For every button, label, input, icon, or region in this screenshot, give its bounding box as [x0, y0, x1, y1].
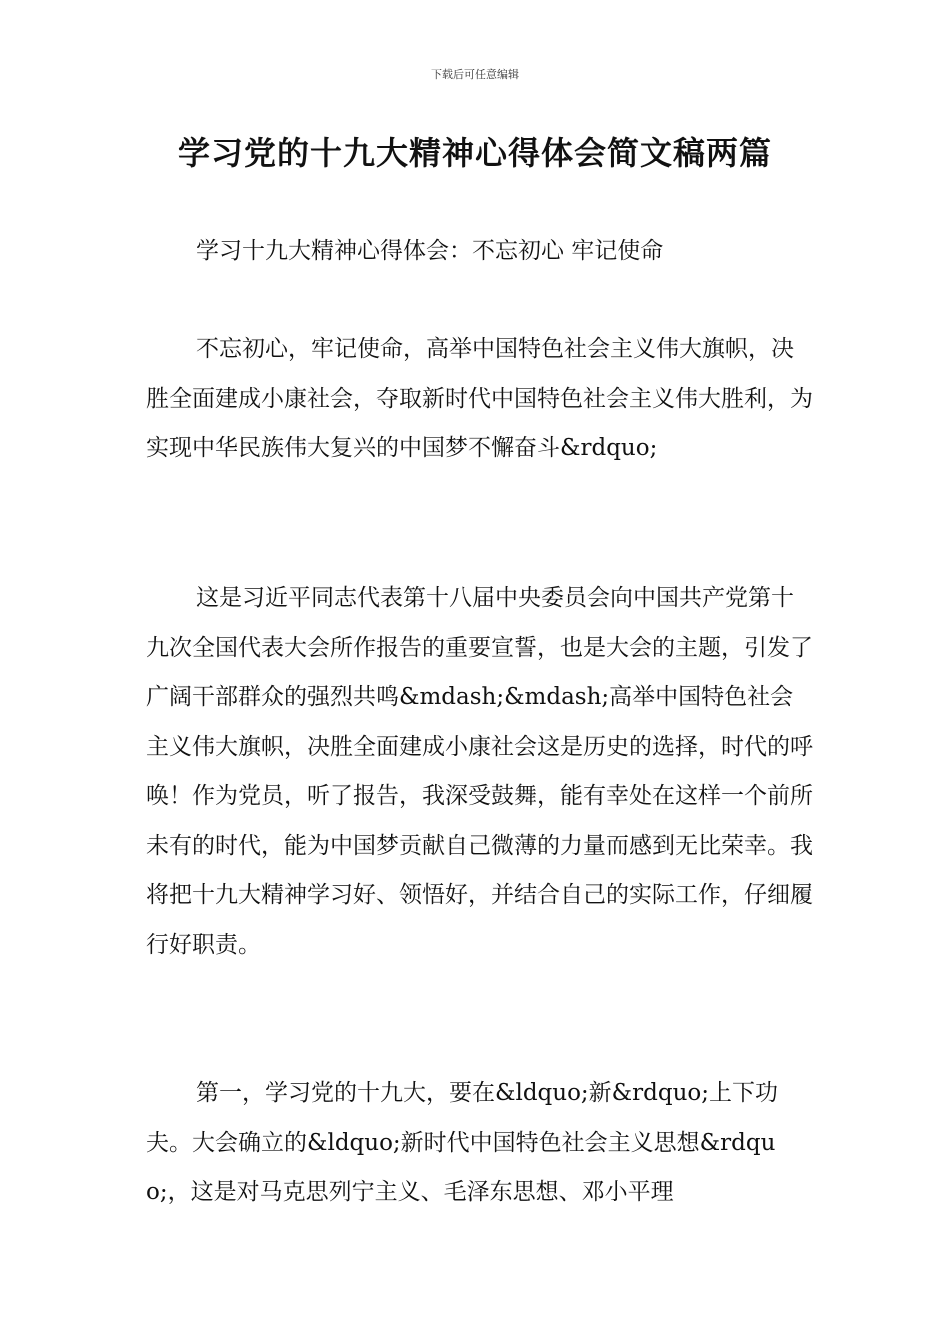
paragraph-2: 这是习近平同志代表第十八届中央委员会向中国共产党第十九次全国代表大会所作报告的重要宣誓，也是大会的主题，引发了广阔干部群众的强烈共鸣&mdash;&mdash;高举中国特色社会主义伟大旗帜，决胜全面建成小康社会这是历史的选择，时代的呼唤！作为党员，听了报告，我深受鼓舞，能有幸处在这样一个前所未有的时代，能为中国梦贡献自己微薄的力量而感到无比荣幸。我将把十九大精神学习好、领悟好，并结合自己的实际工作，仔细履行好职责。: [146, 585, 813, 958]
section-subtitle: 学习十九大精神心得体会：不忘初心 牢记使命: [196, 238, 664, 264]
header-note: 下载后可任意编辑: [431, 68, 519, 81]
paragraph-3: 第一，学习党的十九大，要在&ldquo;新&rdquo;上下功夫。大会确立的&ldquo;新时代中国特色社会主义思想&rdquo;，这是对马克思列宁主义、毛泽东思想、邓小平理: [146, 1080, 779, 1205]
document-title: 学习党的十九大精神心得体会简文稿两篇: [177, 134, 772, 172]
paragraph-1: 不忘初心，牢记使命，高举中国特色社会主义伟大旗帜，决胜全面建成小康社会，夺取新时代中国特色社会主义伟大胜利，为实现中华民族伟大复兴的中国梦不懈奋斗&rdquo;: [146, 336, 813, 461]
